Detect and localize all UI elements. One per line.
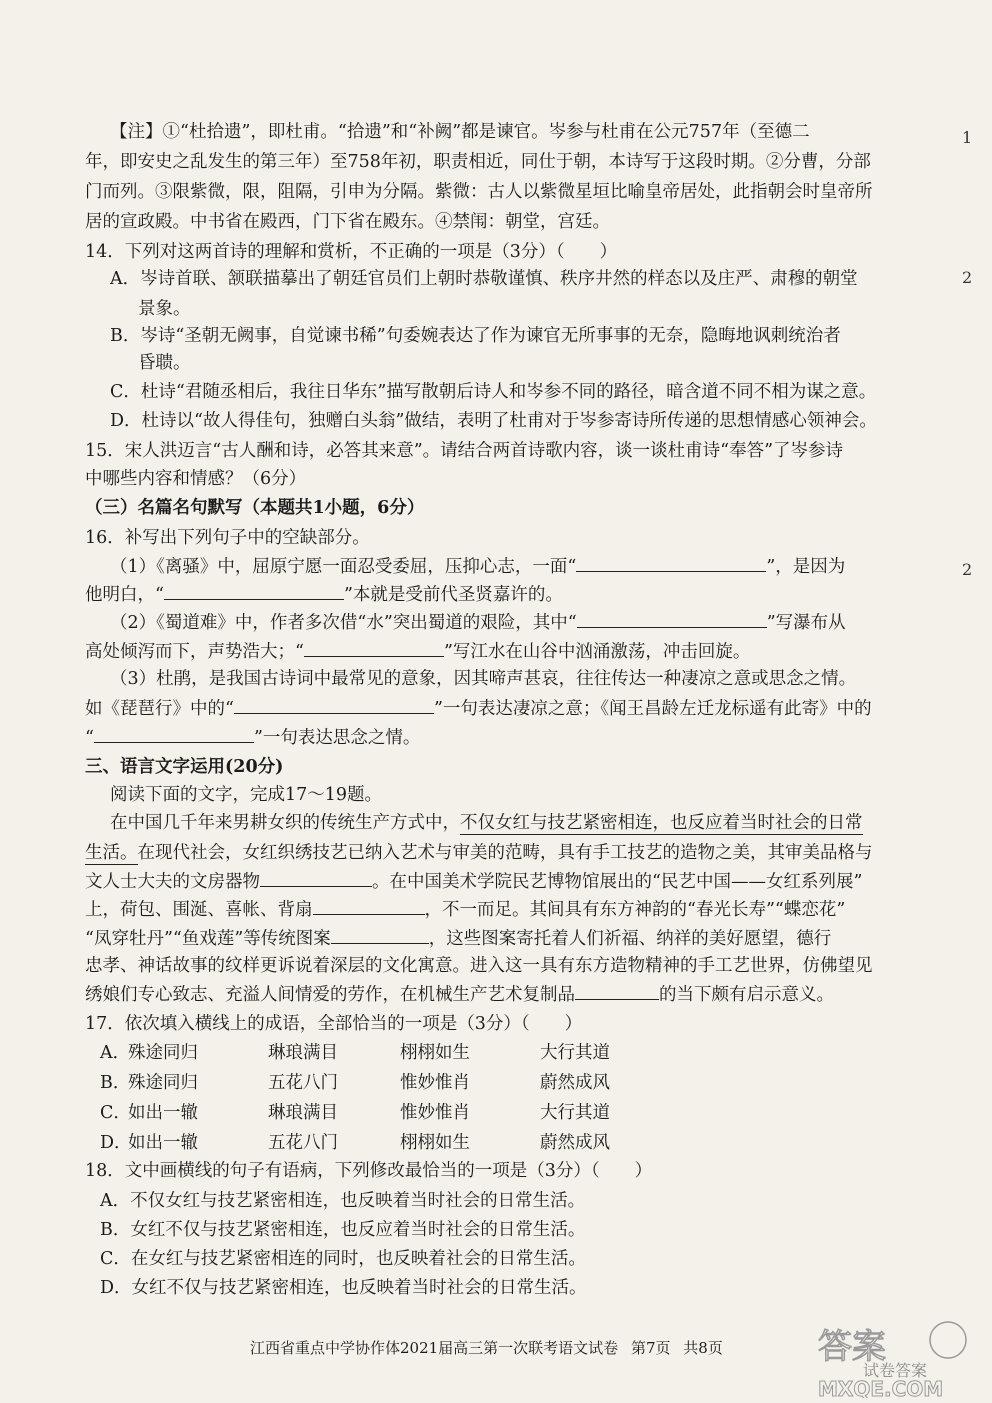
question-16-item-3-line-1: （3）杜鹃，是我国古诗词中最常见的意象，因其啼声甚哀，往往传达一种凄凉之意或思念之情。 xyxy=(110,669,857,689)
note-line-1: 【注】①“杜拾遗”，即杜甫。“拾遗”和“补阙”都是谏官。岑参与杜甫在公元757年（至德二 xyxy=(110,122,810,142)
text: ”，是因为 xyxy=(766,557,846,577)
idiom-blank-2[interactable] xyxy=(313,898,425,915)
section-heading-dictation: （三）名篇名句默写（本题共1小题，6分） xyxy=(85,498,425,518)
option-letter: D． xyxy=(100,1133,132,1153)
watermark-graphic xyxy=(808,1318,988,1398)
page-total: 共8页 xyxy=(683,1339,723,1357)
watermark-logo xyxy=(808,1318,988,1398)
option-letter: C． xyxy=(100,1103,131,1123)
text: ”一句表达思念之情。 xyxy=(253,728,421,748)
question-18-stem: 18．文中画横线的句子有语病，下列修改最恰当的一项是（3分）（ ） xyxy=(85,1161,653,1181)
underlined-sentence: 不仅女红与技艺紧密相连，也反应着当时社会的日常 xyxy=(460,813,863,833)
text: 绣娘们专心致志、充溢人间情爱的劳作，在机械生产艺术复制品 xyxy=(85,985,575,1005)
text: 他明白，“ xyxy=(85,585,164,605)
text: 上，荷包、围涎、喜帐、背扇 xyxy=(85,900,313,920)
question-15-line-1: 15．宋人洪迈言“古人酬和诗，必答其来意”。请结合两首诗歌内容，谈一谈杜甫诗“奉答”了岑参诗 xyxy=(85,441,844,461)
passage-line-2 xyxy=(85,842,873,864)
margin-mark: 2 xyxy=(962,268,973,287)
question-16-item-3-line-2 xyxy=(85,697,872,720)
text: 高处倾泻而下，声势浩大；“ xyxy=(85,642,304,662)
margin-mark: 2 xyxy=(962,560,973,579)
question-17-stem: 17．依次填入横线上的成语，全部恰当的一项是（3分）（ ） xyxy=(85,1014,583,1034)
note-line-3: 门而列。③限紫微，限，阻隔，引申为分隔。紫微：古人以紫微星垣比喻皇帝居处，此指朝会时皇帝所 xyxy=(85,182,873,202)
question-14-stem: 14．下列对这两首诗的理解和赏析，不正确的一项是（3分）（ ） xyxy=(85,242,618,262)
text: ”本就是受前代圣贤嘉许的。 xyxy=(343,585,563,605)
question-17-option-b[interactable] xyxy=(100,1072,660,1094)
watermark-logo-text: 答案 xyxy=(818,1327,886,1367)
idiom: 栩栩如生 xyxy=(400,1043,470,1063)
text: 的当下颇有启示意义。 xyxy=(659,985,834,1005)
idiom: 五花八门 xyxy=(268,1073,338,1093)
question-16-item-1-line-1 xyxy=(110,555,845,578)
watermark-caption: 试卷答案 xyxy=(863,1361,928,1380)
question-18-option-b[interactable]: B．女红不仅与技艺紧密相连，也反应着当时社会的日常生活。 xyxy=(100,1220,586,1240)
answer-blank[interactable] xyxy=(577,611,767,628)
idiom: 栩栩如生 xyxy=(400,1133,470,1153)
underlined-sentence-end: 生活。 xyxy=(85,843,138,863)
answer-blank[interactable] xyxy=(576,555,766,572)
question-18-option-a[interactable]: A．不仅女红与技艺紧密相连，也反映着当时社会的日常生活。 xyxy=(100,1191,586,1211)
question-17-option-d[interactable] xyxy=(100,1132,660,1154)
reading-intro: 阅读下面的文字，完成17～19题。 xyxy=(110,785,383,805)
question-16-item-3-line-3 xyxy=(85,726,420,749)
text: 如《琵琶行》中的“ xyxy=(85,699,234,719)
note-line-4: 居的宣政殿。中书省在殿西，门下省在殿东。④禁闱：朝堂，宫廷。 xyxy=(85,212,610,232)
text: “ xyxy=(85,728,94,748)
idiom: 殊途同归 xyxy=(128,1043,198,1063)
page-footer xyxy=(250,1337,731,1358)
idiom: 大行其道 xyxy=(540,1043,610,1063)
passage-line-1 xyxy=(110,812,863,834)
idiom: 大行其道 xyxy=(540,1103,610,1123)
question-17-options xyxy=(100,1042,660,1162)
page-number: 第7页 xyxy=(630,1339,671,1357)
idiom: 惟妙惟肖 xyxy=(400,1103,470,1123)
question-15-line-2: 中哪些内容和情感？（6分） xyxy=(85,469,307,489)
question-14-option-b-cont: 昏聩。 xyxy=(138,353,191,373)
text: 。在中国美术学院民艺博物馆展出的“民艺中国——女红系列展” xyxy=(372,872,863,892)
text: （1）《离骚》中，屈原宁愿一面忍受委屈，压抑心志，一面“ xyxy=(110,557,577,577)
answer-blank[interactable] xyxy=(304,640,444,657)
passage-line-6: 忠孝、神话故事的纹样更诉说着深层的文化寓意。进入这一具有东方造物精神的手工艺世界，仿佛望见 xyxy=(85,956,873,976)
idiom: 五花八门 xyxy=(268,1133,338,1153)
question-14-option-a-cont: 景象。 xyxy=(138,299,191,319)
text: ”一句表达凄凉之意；《闻王昌龄左迁龙标遥有此寄》中的 xyxy=(433,699,872,719)
question-14-option-c: C．杜诗“君随丞相后，我往日华东”描写散朝后诗人和岑参不同的路径，暗含道不同不相为谋之意。 xyxy=(110,382,877,402)
text: （2）《蜀道难》中，作者多次借“水”突出蜀道的艰险，其中“ xyxy=(110,613,577,633)
margin-mark: 1 xyxy=(962,128,973,147)
idiom: 琳琅满目 xyxy=(268,1103,338,1123)
question-18-option-d[interactable]: D．女红不仅与技艺紧密相连，也反映着当时社会的日常生活。 xyxy=(100,1278,587,1298)
text: ”写瀑布从 xyxy=(766,613,846,633)
question-16-stem: 16．补写出下列句子中的空缺部分。 xyxy=(85,528,370,548)
idiom-blank-3[interactable] xyxy=(331,927,429,944)
question-14-option-b: B．岑诗“圣朝无阙事，自觉谏书稀”句委婉表达了作为谏官无所事事的无奈，隐晦地讽刺统治者 xyxy=(110,326,841,346)
question-16-item-1-line-2 xyxy=(85,583,563,606)
idiom: 琳琅满目 xyxy=(268,1043,338,1063)
answer-blank[interactable] xyxy=(94,726,254,743)
idiom: 殊途同归 xyxy=(128,1073,198,1093)
idiom: 如出一辙 xyxy=(128,1133,198,1153)
question-14-option-a: A．岑诗首联、颔联描摹出了朝廷官员们上朝时恭敬谨慎、秩序井然的样态以及庄严、肃穆的朝堂 xyxy=(110,269,858,289)
question-16-item-2-line-1 xyxy=(110,611,846,634)
passage-line-5 xyxy=(85,927,831,950)
idiom: 惟妙惟肖 xyxy=(400,1073,470,1093)
answer-blank[interactable] xyxy=(234,697,434,714)
idiom: 蔚然成风 xyxy=(540,1073,610,1093)
question-14-option-d: D．杜诗以“故人得佳句，独赠白头翁”做结，表明了杜甫对于岑参寄诗所传递的思想情感心领神会。 xyxy=(110,411,877,431)
text: ，这些图案寄托着人们祈福、纳祥的美好愿望，德行 xyxy=(428,929,832,949)
answer-blank[interactable] xyxy=(164,583,344,600)
idiom: 如出一辙 xyxy=(128,1103,198,1123)
text: 文人士大夫的文房器物 xyxy=(85,872,260,892)
idiom: 蔚然成风 xyxy=(540,1133,610,1153)
question-17-option-c[interactable] xyxy=(100,1102,660,1124)
question-18-option-c[interactable]: C．在女红与技艺紧密相连的同时，也反映着社会的日常生活。 xyxy=(100,1249,586,1269)
text: 在现代社会，女红织绣技艺已纳入艺术与审美的范畴，具有手工技艺的造物之美，其审美品格与 xyxy=(137,843,873,863)
option-letter: B． xyxy=(100,1073,131,1093)
text: “凤穿牡丹”“鱼戏莲”等传统图案 xyxy=(85,929,331,949)
watermark-badge-icon xyxy=(930,1322,966,1358)
passage-line-7 xyxy=(85,983,834,1006)
text: ”写江水在山谷中汹涌激荡，冲击回旋。 xyxy=(443,642,751,662)
option-letter: A． xyxy=(100,1043,131,1063)
passage-line-4 xyxy=(85,898,845,921)
section-heading-language-use: 三、语言文字运用(20分) xyxy=(85,757,284,777)
watermark-site: MXQE.COM xyxy=(818,1377,944,1398)
passage-line-3 xyxy=(85,870,862,893)
text: ，不一而足。其间具有东方神韵的“春光长寿”“蝶恋花” xyxy=(424,900,846,920)
note-line-2: 年，即安史之乱发生的第三年）至758年初，职责相近，同仕于朝，本诗写于这段时期。②分曹，分部 xyxy=(85,152,871,172)
question-17-option-a[interactable] xyxy=(100,1042,660,1064)
idiom-blank-4[interactable] xyxy=(575,983,659,1000)
question-16-item-2-line-2 xyxy=(85,640,750,663)
idiom-blank-1[interactable] xyxy=(260,870,372,887)
exam-title: 江西省重点中学协作体2021届高三第一次联考语文试卷 xyxy=(250,1339,619,1357)
text: 在中国几千年来男耕女织的传统生产方式中， xyxy=(110,813,460,833)
